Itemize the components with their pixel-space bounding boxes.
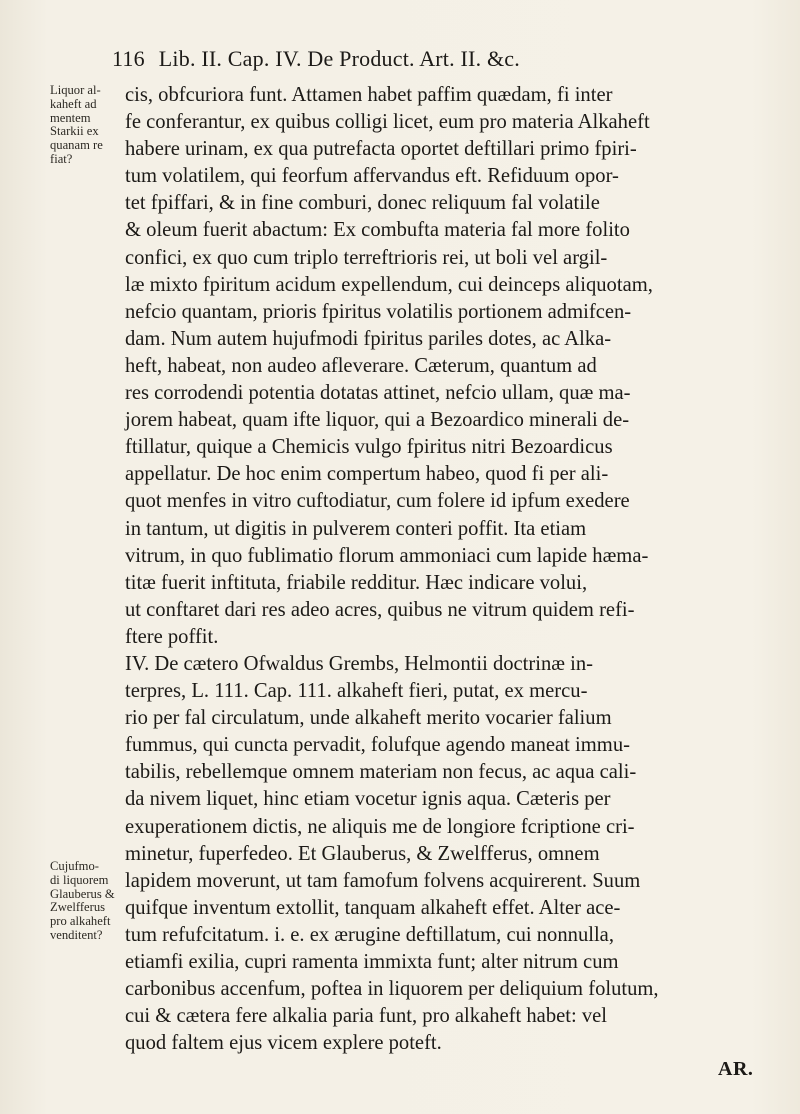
text-line: in tantum, ut digitis in pulverem conteri poffit. Ita etiam — [125, 517, 587, 540]
text-line: heft, habeat, non audeo afleverare. Cæterum, quantum ad — [125, 354, 597, 377]
text-line: fummus, qui cuncta pervadit, folufque agendo maneat immu- — [125, 734, 630, 757]
text-line: vitrum, in quo fublimatio florum ammoniaci cum lapide hæma- — [125, 544, 649, 567]
text-line: fe conferantur, ex quibus colligi licet, eum pro materia Alkaheft — [125, 111, 650, 134]
running-header — [112, 46, 752, 72]
page-number: 116 — [112, 46, 145, 71]
text-line: cis, obfcuriora funt. Attamen habet paffim quædam, fi inter — [125, 84, 613, 106]
text-line: lapidem moverunt, ut tam famofum folvens acquirerent. Suum — [125, 869, 641, 892]
margin-note-line: di liquorem — [50, 872, 109, 887]
text-line: exuperationem dictis, ne aliquis me de longiore fcriptione cri- — [125, 815, 635, 838]
text-line: da nivem liquet, hinc etiam vocetur ignis aqua. Cæteris per — [125, 788, 611, 811]
margin-note-line: venditent? — [50, 927, 103, 942]
text-line: etiamfi exilia, cupri ramenta immixta funt; alter nitrum cum — [125, 951, 619, 973]
text-line: res corrodendi potentia dotatas attinet, nefcio ullam, quæ ma- — [125, 382, 631, 405]
text-line: læ mixto fpiritum acidum expellendum, cui deinceps aliquotam, — [125, 273, 653, 296]
text-line: rio per fal circulatum, unde alkaheft merito vocarier falium — [125, 707, 612, 730]
text-line: carbonibus accenfum, poftea in liquorem per deliquium folutum, — [125, 978, 659, 1001]
text-line: IV. De cætero Ofwaldus Grembs, Helmontii doctrinæ in- — [125, 652, 594, 675]
margin-note-line: Glauberus & — [50, 886, 115, 901]
margin-note — [50, 860, 126, 943]
text-line: quot menfes in vitro cuftodiatur, cum folere id ipfum exedere — [125, 490, 630, 513]
text-line: tum volatilem, qui feorfum affervandus eft. Refiduum opor- — [125, 165, 619, 188]
text-line: minetur, fuperfedeo. Et Glauberus, & Zwelfferus, omnem — [125, 842, 600, 865]
margin-note-line: pro alkaheft — [50, 914, 111, 929]
margin-note-line: quanam re — [50, 138, 103, 153]
text-line: appellatur. De hoc enim compertum habeo, quod fi per ali- — [125, 463, 609, 486]
margin-note-line: Liquor al- — [50, 83, 101, 97]
text-line: cui & cætera fere alkalia paria funt, pro alkaheft habet: vel — [125, 1005, 608, 1028]
margin-note-line: Starkii ex — [50, 124, 99, 139]
text-line: ftillatur, quique a Chemicis vulgo fpiritus nitri Bezoardicus — [125, 436, 613, 459]
text-line: quifque inventum extollit, tanquam alkaheft effet. Alter ace- — [125, 896, 621, 919]
text-line: ut conftaret dari res adeo acres, quibus ne vitrum quidem refi- — [125, 598, 635, 621]
text-line: & oleum fuerit abactum: Ex combufta materia fal more folito — [125, 219, 630, 242]
text-line: quod faltem ejus vicem explere poteft. — [125, 1032, 442, 1055]
margin-note-line: kaheft ad — [50, 96, 97, 111]
margin-note-line: Cujufmo- — [50, 859, 99, 873]
body-text — [125, 82, 765, 1057]
text-line: nefcio quantam, prioris fpiritus volatilis portionem admifcen- — [125, 300, 632, 323]
text-line: terpres, L. 111. Cap. 111. alkaheft fieri, putat, ex mercu- — [125, 680, 588, 703]
catchword: AR. — [718, 1058, 754, 1080]
text-line: tum refufcitatum. i. e. ex ærugine deftillatum, cui nonnulla, — [125, 923, 614, 946]
text-line: tet fpiffari, & in fine comburi, donec reliquum fal volatile — [125, 192, 600, 215]
text-line: habere urinam, ex qua putrefacta oportet deftillari primo fpiri- — [125, 138, 637, 161]
text-line: jorem habeat, quam ifte liquor, qui a Bezoardico minerali de- — [125, 409, 630, 432]
text-line: tabilis, rebellemque omnem materiam non fecus, ac aqua cali- — [125, 761, 637, 784]
margin-note — [50, 84, 126, 167]
text-line: ftere poffit. — [125, 625, 219, 648]
text-line: confici, ex quo cum triplo terreftrioris rei, ut boli vel argil- — [125, 246, 608, 269]
text-line: dam. Num autem hujufmodi fpiritus pariles dotes, ac Alka- — [125, 327, 612, 350]
margin-note-line: mentem — [50, 110, 91, 125]
margin-note-line: Zwelfferus — [50, 900, 106, 915]
margin-note-line: fiat? — [50, 151, 73, 166]
running-title: Lib. II. Cap. IV. De Product. Art. II. &c. — [158, 46, 520, 71]
text-line: titæ fuerit inftituta, friabile redditur. Hæc indicare volui, — [125, 571, 588, 594]
